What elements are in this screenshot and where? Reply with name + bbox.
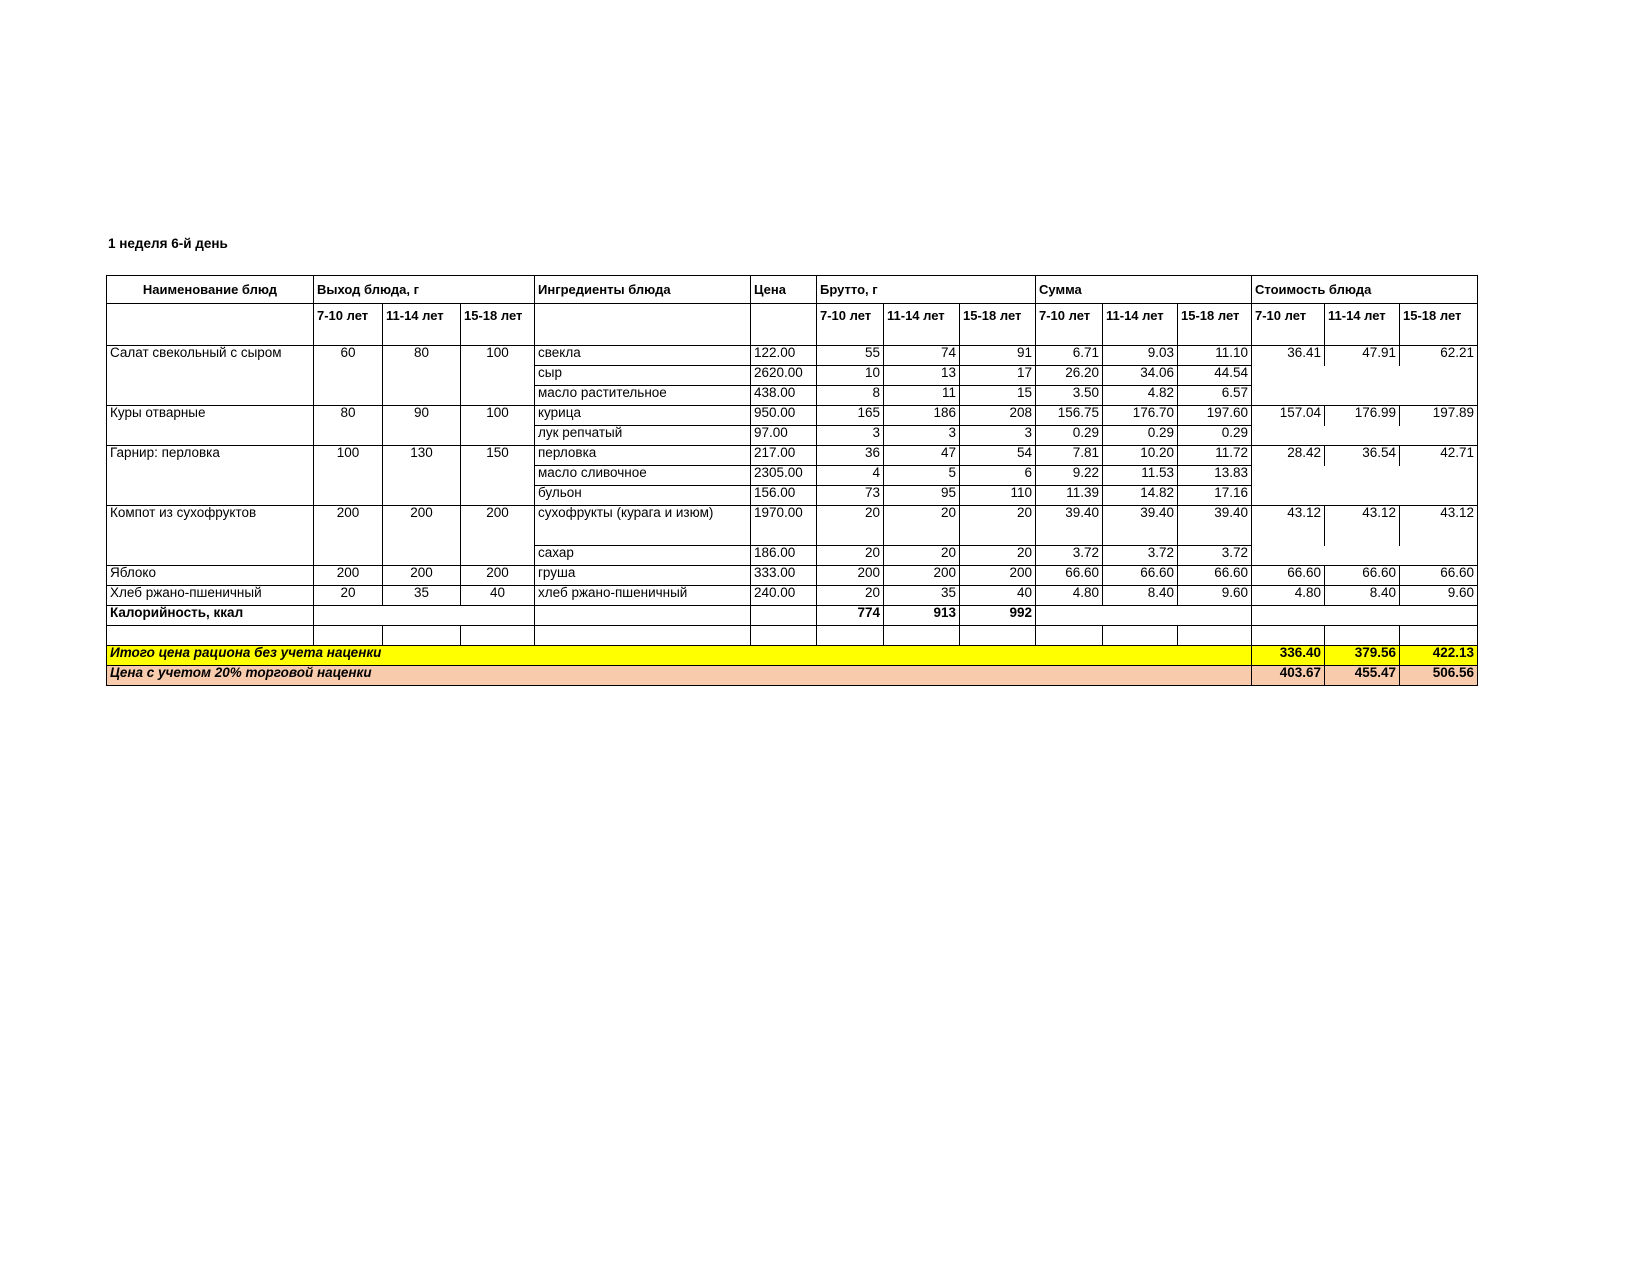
ingredient-sum-age3: 11.10: [1178, 346, 1252, 366]
ingredient-price: 333.00: [751, 566, 817, 586]
dish-cost-age1: 4.80: [1252, 586, 1325, 606]
ingredient-brutto-age2: 35: [884, 586, 960, 606]
empty-cell: [751, 626, 817, 646]
ingredient-brutto-age1: 55: [817, 346, 884, 366]
header-brutto-age1: 7-10 лет: [817, 304, 884, 346]
header-brutto-age3: 15-18 лет: [960, 304, 1036, 346]
empty-cell: [1400, 626, 1478, 646]
empty-cell: [461, 626, 535, 646]
empty-cell: [383, 626, 461, 646]
header-empty-cell: [535, 304, 751, 346]
header-brutto-age2: 11-14 лет: [884, 304, 960, 346]
ingredient-sum-age3: 44.54: [1178, 366, 1252, 386]
total-with-markup-value-age3: 506.56: [1400, 666, 1478, 686]
ingredient-sum-age2: 176.70: [1103, 406, 1178, 426]
ingredient-name: курица: [535, 406, 751, 426]
ingredient-price: 438.00: [751, 386, 817, 406]
dish-name: Салат свекольный с сыром: [107, 346, 314, 406]
total-with-markup-row: [107, 666, 1478, 686]
dish-cost-age3: 62.21: [1400, 346, 1478, 366]
header-yield-age2: 11-14 лет: [383, 304, 461, 346]
dish-cost-age3: 9.60: [1400, 586, 1478, 606]
dish-cost-age1: 28.42: [1252, 446, 1325, 466]
ingredient-brutto-age3: 40: [960, 586, 1036, 606]
ingredient-price: 2305.00: [751, 466, 817, 486]
header-sum-age2: 11-14 лет: [1103, 304, 1178, 346]
dish-cost-blank: [1252, 426, 1478, 446]
ingredient-brutto-age3: 3: [960, 426, 1036, 446]
header-brutto: Брутто, г: [817, 276, 1036, 304]
total-with-markup-value-age2: 455.47: [1325, 666, 1400, 686]
ingredient-sum-age1: 3.50: [1036, 386, 1103, 406]
dish-cost-age3: 197.89: [1400, 406, 1478, 426]
ingredient-name: хлеб ржано-пшеничный: [535, 586, 751, 606]
empty-cell: [817, 626, 884, 646]
header-cost-age2: 11-14 лет: [1325, 304, 1400, 346]
dish-cost-age2: 36.54: [1325, 446, 1400, 466]
ingredient-sum-age3: 6.57: [1178, 386, 1252, 406]
ingredient-price: 97.00: [751, 426, 817, 446]
dish-name: Куры отварные: [107, 406, 314, 446]
ingredient-sum-age2: 10.20: [1103, 446, 1178, 466]
dish-name: Гарнир: перловка: [107, 446, 314, 506]
ingredient-brutto-age3: 208: [960, 406, 1036, 426]
ingredient-price: 950.00: [751, 406, 817, 426]
ingredient-brutto-age3: 110: [960, 486, 1036, 506]
empty-cell: [1178, 626, 1252, 646]
page-title: 1 неделя 6-й день: [108, 236, 228, 251]
calories-sum-blank: [1036, 606, 1252, 626]
ingredient-sum-age3: 13.83: [1178, 466, 1252, 486]
ingredient-name: масло сливочное: [535, 466, 751, 486]
ingredient-sum-age3: 0.29: [1178, 426, 1252, 446]
dish-name: Компот из сухофруктов: [107, 506, 314, 566]
ingredient-name: сыр: [535, 366, 751, 386]
header-cost-age1: 7-10 лет: [1252, 304, 1325, 346]
ingredient-brutto-age2: 3: [884, 426, 960, 446]
ingredient-sum-age3: 11.72: [1178, 446, 1252, 466]
ingredient-sum-age2: 3.72: [1103, 546, 1178, 566]
dish-cost-blank: [1252, 546, 1478, 566]
calories-value-age1: 774: [817, 606, 884, 626]
dish-yield-age3: 100: [461, 346, 535, 406]
ingredient-brutto-age1: 20: [817, 586, 884, 606]
dish-yield-age3: 100: [461, 406, 535, 446]
ingredient-brutto-age3: 6: [960, 466, 1036, 486]
calories-label: Калорийность, ккал: [107, 606, 314, 626]
dish-yield-age3: 200: [461, 566, 535, 586]
dish-cost-blank: [1252, 466, 1478, 506]
ingredient-sum-age1: 39.40: [1036, 506, 1103, 546]
empty-row: [107, 626, 1478, 646]
ingredient-brutto-age3: 54: [960, 446, 1036, 466]
ingredient-sum-age2: 66.60: [1103, 566, 1178, 586]
ingredient-sum-age1: 0.29: [1036, 426, 1103, 446]
ingredient-name: груша: [535, 566, 751, 586]
empty-cell: [1325, 626, 1400, 646]
dish-cost-age1: 157.04: [1252, 406, 1325, 426]
ingredient-sum-age2: 34.06: [1103, 366, 1178, 386]
dish-cost-blank: [1252, 366, 1478, 406]
ingredient-brutto-age1: 36: [817, 446, 884, 466]
ingredient-row: [107, 586, 1478, 606]
ingredient-brutto-age1: 20: [817, 546, 884, 566]
ingredient-price: 122.00: [751, 346, 817, 366]
ingredient-brutto-age3: 20: [960, 546, 1036, 566]
ingredient-sum-age1: 4.80: [1036, 586, 1103, 606]
ingredient-brutto-age3: 15: [960, 386, 1036, 406]
header-yield-age1: 7-10 лет: [314, 304, 383, 346]
ingredient-brutto-age1: 20: [817, 506, 884, 546]
ingredient-sum-age2: 4.82: [1103, 386, 1178, 406]
dish-yield-age3: 40: [461, 586, 535, 606]
calories-price-blank: [751, 606, 817, 626]
ingredient-sum-age1: 7.81: [1036, 446, 1103, 466]
ingredient-sum-age3: 17.16: [1178, 486, 1252, 506]
calories-value-age3: 992: [960, 606, 1036, 626]
header-yield-age3: 15-18 лет: [461, 304, 535, 346]
menu-table: [106, 275, 1478, 686]
total-no-markup-row: [107, 646, 1478, 666]
ingredient-brutto-age2: 20: [884, 506, 960, 546]
header-empty-cell: [107, 304, 314, 346]
ingredient-brutto-age1: 4: [817, 466, 884, 486]
ingredient-sum-age1: 9.22: [1036, 466, 1103, 486]
ingredient-sum-age3: 3.72: [1178, 546, 1252, 566]
ingredient-brutto-age3: 20: [960, 506, 1036, 546]
ingredient-price: 156.00: [751, 486, 817, 506]
empty-cell: [1103, 626, 1178, 646]
ingredient-sum-age1: 26.20: [1036, 366, 1103, 386]
ingredient-price: 186.00: [751, 546, 817, 566]
ingredient-name: лук репчатый: [535, 426, 751, 446]
calories-cost-blank: [1252, 606, 1478, 626]
header-ingredients: Ингредиенты блюда: [535, 276, 751, 304]
ingredient-sum-age2: 14.82: [1103, 486, 1178, 506]
total-no-markup-value-age3: 422.13: [1400, 646, 1478, 666]
ingredient-name: свекла: [535, 346, 751, 366]
ingredient-sum-age3: 197.60: [1178, 406, 1252, 426]
ingredient-sum-age1: 66.60: [1036, 566, 1103, 586]
dish-cost-age2: 66.60: [1325, 566, 1400, 586]
header-sum-age1: 7-10 лет: [1036, 304, 1103, 346]
header-yield: Выход блюда, г: [314, 276, 535, 304]
dish-cost-age1: 36.41: [1252, 346, 1325, 366]
ingredient-sum-age3: 66.60: [1178, 566, 1252, 586]
dish-cost-age2: 43.12: [1325, 506, 1400, 546]
ingredient-brutto-age2: 200: [884, 566, 960, 586]
header-row-ages: [107, 304, 1478, 346]
calories-yield-blank: [314, 606, 535, 626]
dish-yield-age2: 35: [383, 586, 461, 606]
ingredient-brutto-age2: 186: [884, 406, 960, 426]
dish-cost-age3: 43.12: [1400, 506, 1478, 546]
ingredient-brutto-age2: 11: [884, 386, 960, 406]
ingredient-row: [107, 446, 1478, 466]
empty-cell: [1252, 626, 1325, 646]
dish-cost-age3: 66.60: [1400, 566, 1478, 586]
dish-cost-age2: 8.40: [1325, 586, 1400, 606]
ingredient-name: масло растительное: [535, 386, 751, 406]
calories-ingredients-blank: [535, 606, 751, 626]
ingredient-sum-age2: 9.03: [1103, 346, 1178, 366]
dish-cost-age1: 66.60: [1252, 566, 1325, 586]
calories-value-age2: 913: [884, 606, 960, 626]
dish-yield-age1: 80: [314, 406, 383, 446]
total-no-markup-label: Итого цена рациона без учета наценки: [107, 646, 1252, 666]
empty-cell: [535, 626, 751, 646]
calories-row: [107, 606, 1478, 626]
ingredient-sum-age3: 9.60: [1178, 586, 1252, 606]
ingredient-sum-age2: 8.40: [1103, 586, 1178, 606]
dish-cost-age3: 42.71: [1400, 446, 1478, 466]
header-sum-age3: 15-18 лет: [1178, 304, 1252, 346]
dish-name: Хлеб ржано-пшеничный: [107, 586, 314, 606]
ingredient-brutto-age2: 95: [884, 486, 960, 506]
ingredient-brutto-age2: 74: [884, 346, 960, 366]
ingredient-sum-age1: 11.39: [1036, 486, 1103, 506]
ingredient-sum-age3: 39.40: [1178, 506, 1252, 546]
ingredient-name: сахар: [535, 546, 751, 566]
ingredient-brutto-age1: 200: [817, 566, 884, 586]
header-cost-age3: 15-18 лет: [1400, 304, 1478, 346]
dish-name: Яблоко: [107, 566, 314, 586]
ingredient-brutto-age1: 73: [817, 486, 884, 506]
ingredient-row: [107, 506, 1478, 546]
header-sum: Сумма: [1036, 276, 1252, 304]
ingredient-name: сухофрукты (курага и изюм): [535, 506, 751, 546]
dish-yield-age1: 100: [314, 446, 383, 506]
ingredient-brutto-age3: 200: [960, 566, 1036, 586]
empty-cell: [1036, 626, 1103, 646]
dish-yield-age1: 200: [314, 566, 383, 586]
dish-yield-age1: 60: [314, 346, 383, 406]
ingredient-brutto-age2: 47: [884, 446, 960, 466]
dish-yield-age2: 80: [383, 346, 461, 406]
ingredient-brutto-age2: 13: [884, 366, 960, 386]
total-no-markup-value-age1: 336.40: [1252, 646, 1325, 666]
empty-cell: [107, 626, 314, 646]
ingredient-brutto-age2: 20: [884, 546, 960, 566]
dish-yield-age3: 150: [461, 446, 535, 506]
ingredient-brutto-age1: 3: [817, 426, 884, 446]
ingredient-sum-age1: 3.72: [1036, 546, 1103, 566]
ingredient-brutto-age1: 10: [817, 366, 884, 386]
ingredient-row: [107, 566, 1478, 586]
ingredient-sum-age2: 39.40: [1103, 506, 1178, 546]
dish-cost-age1: 43.12: [1252, 506, 1325, 546]
ingredient-row: [107, 406, 1478, 426]
empty-cell: [314, 626, 383, 646]
ingredient-brutto-age2: 5: [884, 466, 960, 486]
header-price: Цена: [751, 276, 817, 304]
total-with-markup-label: Цена с учетом 20% торговой наценки: [107, 666, 1252, 686]
ingredient-sum-age2: 0.29: [1103, 426, 1178, 446]
ingredient-price: 217.00: [751, 446, 817, 466]
ingredient-brutto-age1: 165: [817, 406, 884, 426]
empty-cell: [960, 626, 1036, 646]
ingredient-sum-age1: 156.75: [1036, 406, 1103, 426]
ingredient-name: перловка: [535, 446, 751, 466]
header-row-top: [107, 276, 1478, 304]
ingredient-row: [107, 346, 1478, 366]
ingredient-price: 240.00: [751, 586, 817, 606]
dish-yield-age2: 200: [383, 506, 461, 566]
ingredient-brutto-age3: 17: [960, 366, 1036, 386]
total-with-markup-value-age1: 403.67: [1252, 666, 1325, 686]
ingredient-brutto-age3: 91: [960, 346, 1036, 366]
dish-cost-age2: 176.99: [1325, 406, 1400, 426]
dish-yield-age1: 200: [314, 506, 383, 566]
dish-yield-age2: 130: [383, 446, 461, 506]
dish-yield-age1: 20: [314, 586, 383, 606]
header-cost: Стоимость блюда: [1252, 276, 1478, 304]
ingredient-sum-age2: 11.53: [1103, 466, 1178, 486]
dish-yield-age2: 200: [383, 566, 461, 586]
ingredient-name: бульон: [535, 486, 751, 506]
dish-yield-age3: 200: [461, 506, 535, 566]
dish-yield-age2: 90: [383, 406, 461, 446]
dish-cost-age2: 47.91: [1325, 346, 1400, 366]
header-dish-name: Наименование блюд: [107, 276, 314, 304]
header-empty-cell: [751, 304, 817, 346]
ingredient-brutto-age1: 8: [817, 386, 884, 406]
total-no-markup-value-age2: 379.56: [1325, 646, 1400, 666]
empty-cell: [884, 626, 960, 646]
ingredient-sum-age1: 6.71: [1036, 346, 1103, 366]
ingredient-price: 1970.00: [751, 506, 817, 546]
ingredient-price: 2620.00: [751, 366, 817, 386]
